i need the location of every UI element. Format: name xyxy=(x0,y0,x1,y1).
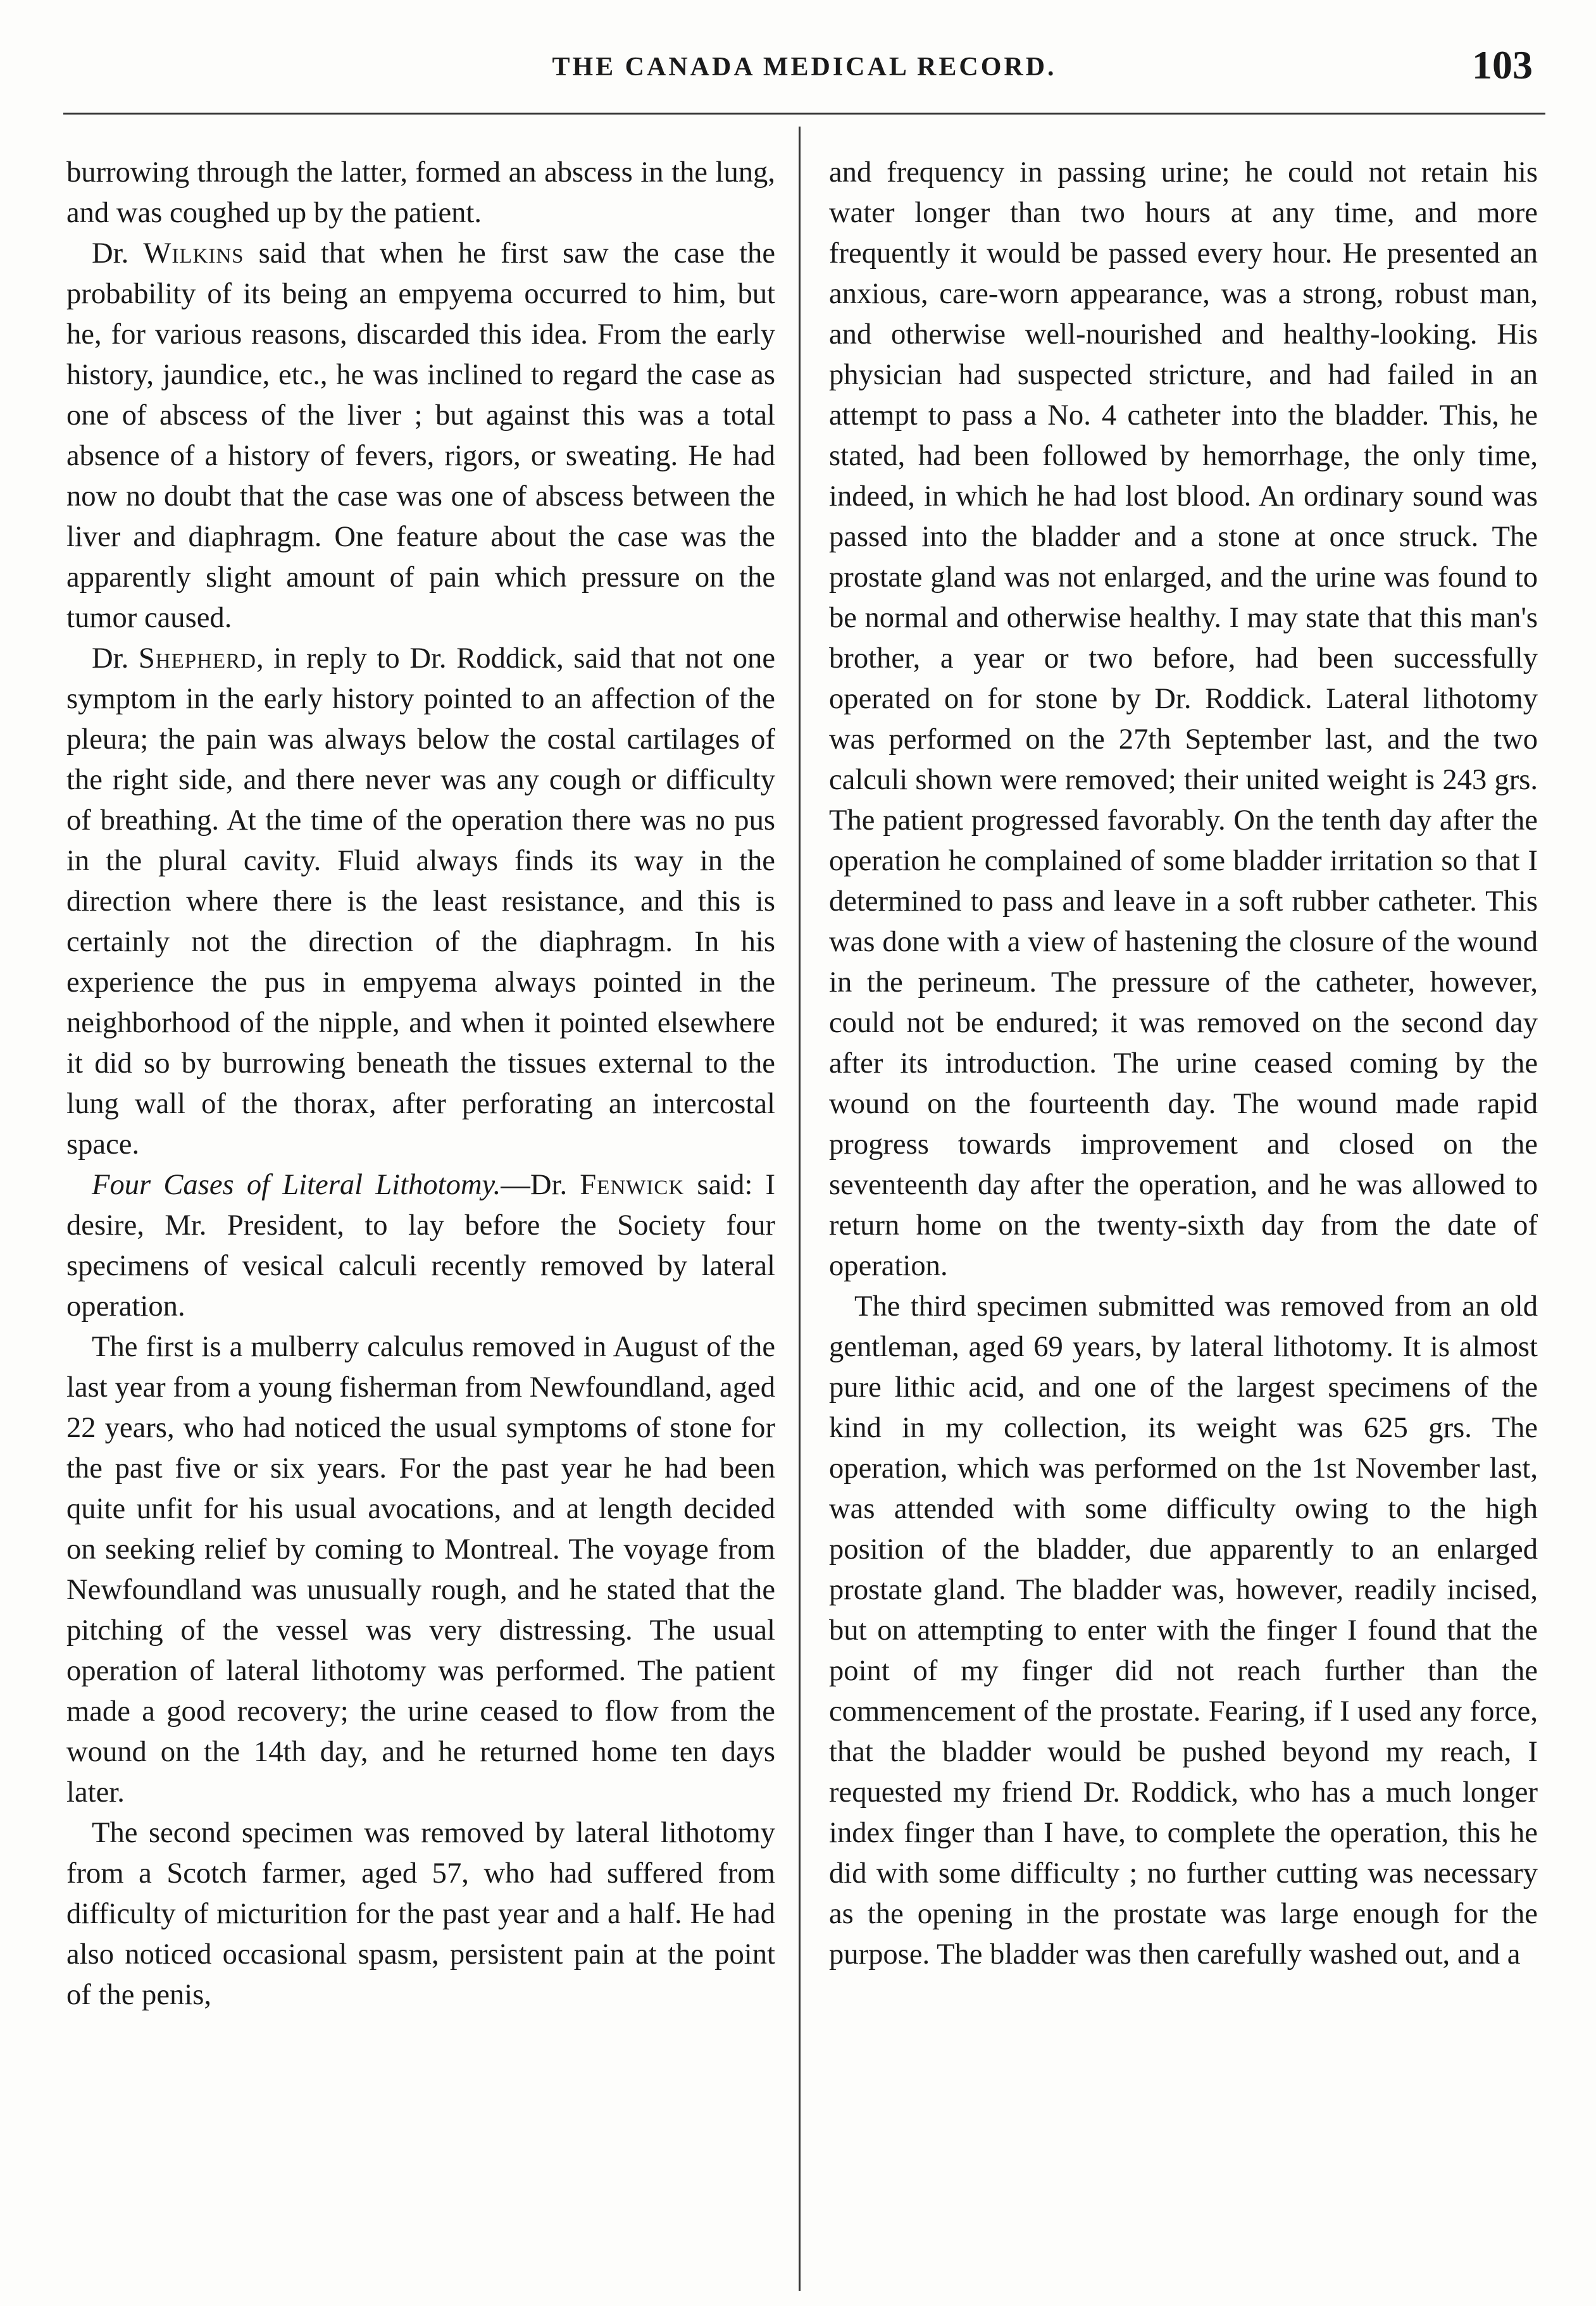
paragraph-first-case: The first is a mulberry calculus removed in August of the last year from a young fisherman from Newfoundland, aged 22 years, who had noticed the usual symptoms of stone for the past five or six years. For the past year he had been quite unfit for his usual avocations, and at length decided on seeking relief by coming to Montreal. The voyage from Newfoundland was unusually rough, and he stated that the pitching of the vessel was very distressing. The usual operation of lateral lithotomy was performed. The patient made a good recovery; the urine ceased to flow from the wound on the 14th day, and he returned home ten days later. xyxy=(66,1330,775,1809)
left-column xyxy=(66,152,775,2284)
paragraph-third-case: The third specimen submitted was removed from an old gentleman, aged 69 years, by lateral lithotomy. It is almost pure lithic acid, and one of the largest specimens of the kind in my collection, its weight was 625 grs. The operation, which was performed on the 1st November last, was attended with some difficulty owing to the high position of the bladder, due apparently to an enlarged prostate gland. The bladder was, however, readily incised, but on attempting to enter with the finger I found that the point of my finger did not reach further than the commencement of the prostate. Fearing, if I used any force, that the bladder would be pushed beyond my reach, I requested my friend Dr. Roddick, who has a much longer index finger than I have, to complete the operation, this he did with some difficulty ; no further cutting was necessary as the opening in the prostate was large enough for the purpose. The bladder was then carefully washed out, and a xyxy=(829,1290,1538,1971)
page-header xyxy=(63,38,1545,108)
paragraph-text: said: I desire, Mr. President, to lay before the Society four specimens of vesical calculi recently removed by lateral operation. xyxy=(66,1168,775,1323)
paragraph-wilkins xyxy=(66,233,775,638)
paragraph-text: said that when he first saw the case the probability of its being an empyema occurred to him, but he, for various reasons, discarded this idea. From the early history, jaundice, etc., he was inclined to regard the case as one of abscess of the liver ; but against this was a total absence of a history of fevers, rigors, or sweating. He had now no doubt that the case was one of abscess between the liver and diaphragm. One feature about the case was the apparently slight amount of pain which pressure on the tumor caused. xyxy=(66,237,775,634)
paragraph-text: , in reply to Dr. Roddick, said that not one symptom in the early history pointed to an affection of the pleura; the pain was always below the costal cartilages of the right side, and there never was any cough or difficulty of breathing. At the time of the operation there was no pus in the plural cavity. Fluid always finds its way in the direction where there is the least resistance, and this is certainly not the direction of the diaphragm. In his experience the pus in empyema always pointed in the neighborhood of the nipple, and when it pointed elsewhere it did so by burrowing beneath the tissues external to the lung wall of the thorax, after perforating an intercostal space. xyxy=(66,642,775,1161)
paragraph-second-case: The second specimen was removed by lateral lithotomy from a Scotch farmer, aged 57, who had suffered from difficulty of micturition for the past year and a half. He had also noticed occasional spasm, persistent pain at the point of the penis, xyxy=(66,1816,775,2011)
column-divider xyxy=(799,127,801,2291)
speaker-name: Fenwick xyxy=(580,1168,685,1201)
paragraph-shepherd xyxy=(66,638,775,1164)
section-title: Four Cases of Literal Lithotomy. xyxy=(92,1168,501,1201)
speaker-prefix: Dr. xyxy=(92,642,139,675)
speaker-prefix: —Dr. xyxy=(501,1168,580,1201)
speaker-name: Wilkins xyxy=(143,237,244,270)
page-number: 103 xyxy=(1472,42,1533,87)
paragraph-second-case-continued: and frequency in passing urine; he could not retain his water longer than two hours at any time, and more frequently it would be passed every hour. He presented an anxious, care-worn appearance, was a strong, robust man, and otherwise well-nourished and healthy-looking. His physician had suspected stricture, and had failed in an attempt to pass a No. 4 catheter into the bladder. This, he stated, had been followed by hemorrhage, the only time, indeed, in which he had lost blood. An ordinary sound was passed into the bladder and a stone at once struck. The prostate gland was not enlarged, and the urine was found to be normal and otherwise healthy. I may state that this man's brother, a year or two before, had been successfully operated on for stone by Dr. Roddick. Lateral lithotomy was performed on the 27th September last, and the two calculi shown were removed; their united weight is 243 grs. The patient progressed favorably. On the tenth day after the operation he complained of some bladder irritation so that I determined to pass and leave in a soft rubber catheter. This was done with a view of hastening the closure of the wound in the perineum. The pressure of the catheter, however, could not be endured; it was removed on the second day after its introduction. The urine ceased coming by the wound on the fourteenth day. The wound made rapid progress towards improvement and closed on the seventeenth day after the operation, and he was allowed to return home on the twenty-sixth day from the date of operation. xyxy=(829,156,1538,1282)
right-column xyxy=(829,152,1538,2284)
header-rule xyxy=(63,113,1545,115)
running-title: THE CANADA MEDICAL RECORD. xyxy=(552,53,1057,82)
speaker-name: Shepherd xyxy=(138,642,256,675)
paragraph-continued: burrowing through the latter, formed an abscess in the lung, and was coughed up by the patient. xyxy=(66,156,775,229)
speaker-prefix: Dr. xyxy=(92,237,144,270)
paragraph-fenwick xyxy=(66,1164,775,1326)
